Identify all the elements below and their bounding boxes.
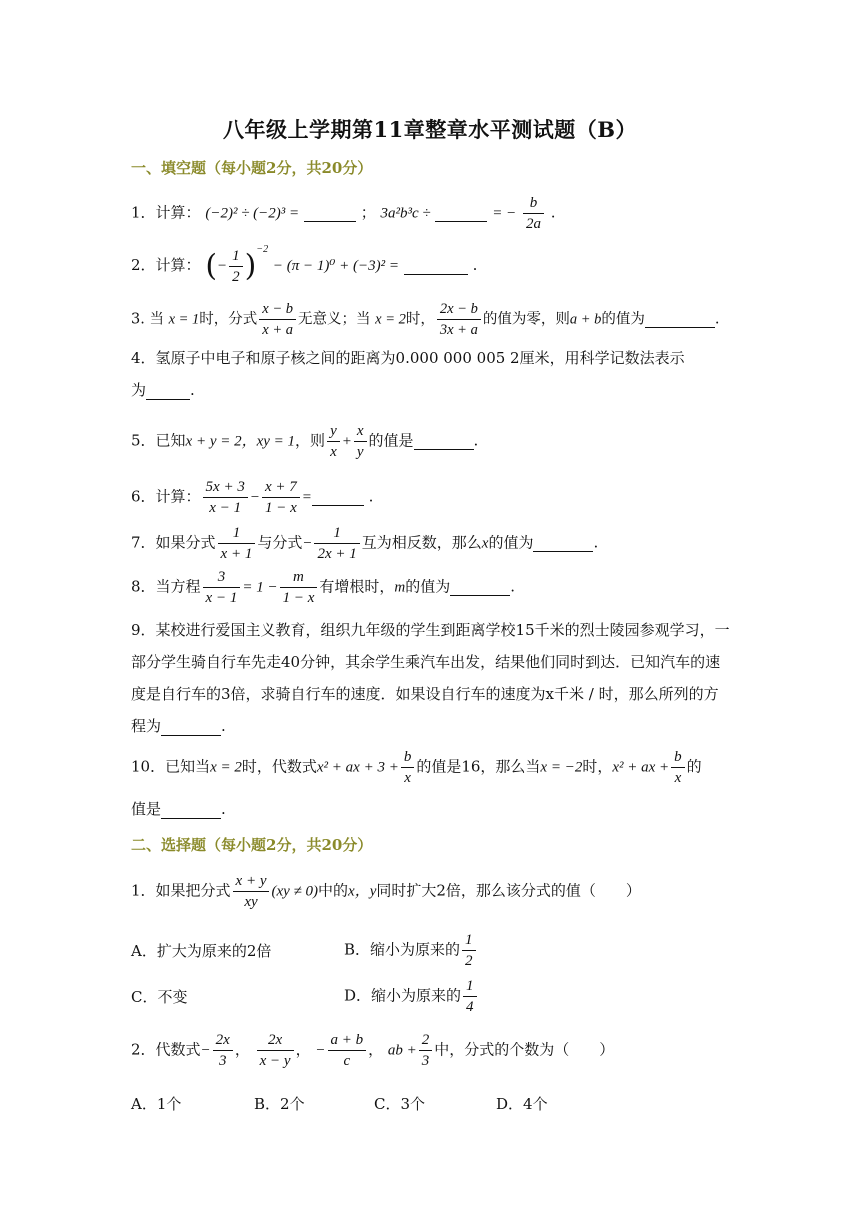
q10-cond1: x = 2	[210, 759, 242, 776]
q2-den: 2	[232, 268, 240, 285]
q8-blank[interactable]	[450, 579, 510, 596]
c1-option-b[interactable]	[344, 930, 478, 971]
c2-text1: 2．代数式	[131, 1040, 201, 1059]
q8-text3: 的值为	[405, 577, 451, 596]
q1-blank-1[interactable]	[304, 205, 356, 222]
q3-text3: 无意义；当	[298, 311, 371, 328]
question-4	[131, 342, 731, 406]
q4-line-2: 为	[131, 381, 147, 399]
q6-blank[interactable]	[312, 489, 364, 506]
q7-fraction-2	[314, 523, 359, 564]
q4-end: .	[190, 381, 195, 399]
q5-plus: +	[341, 433, 352, 450]
q4-line-1: 4．氢原子中电子和原子核之间的距离为0.000 000 005 2厘米，用科学记数法表示	[131, 349, 685, 367]
q1-expr1: (−2)² ÷ (−2)³ =	[205, 205, 300, 222]
c2-sep2: ，	[295, 1040, 311, 1059]
q9-line-4: 程为	[131, 717, 162, 735]
q9-line-1: 9．某校进行爱国主义教育，组织九年级的学生到距离学校15千米的烈士陵园参观学习，一	[131, 621, 730, 639]
q5-d1: x	[330, 444, 337, 460]
c2-n1: 2x	[213, 1030, 233, 1051]
c1-option-d-fraction	[463, 976, 477, 1017]
q10-text5: 的	[686, 757, 702, 776]
q9-line-2: 部分学生骑自行车先走40分钟，其余学生乘汽车出发，结果他们同时到达．已知汽车的速	[131, 653, 721, 671]
q9-line-3: 度是自行车的3倍，求骑自行车的速度．如果设自行车的速度为x千米 / 时，那么所列的方	[131, 685, 719, 703]
c2-option-a[interactable]: A．1个	[131, 1095, 182, 1113]
c1-dn: 1	[463, 976, 477, 997]
q10-d2: x	[674, 770, 682, 786]
q1-sep: ；	[360, 203, 376, 222]
q3-cond2: x = 2	[375, 311, 406, 328]
q2-fraction	[229, 246, 243, 287]
c2-minus1: −	[200, 1042, 211, 1059]
q10-n2: b	[671, 747, 685, 768]
choice-question-2	[131, 1030, 614, 1071]
q3-end: .	[714, 311, 720, 328]
q3-text2: 时，分式	[199, 311, 258, 328]
c2-text2: 中，分式的个数为（ ）	[434, 1040, 615, 1059]
q8-text1: 8．当方程	[131, 577, 201, 596]
q6-fraction-2	[262, 477, 300, 518]
c1-option-d-text: D．缩小为原来的	[344, 986, 462, 1005]
question-10-line-2	[131, 798, 226, 819]
q10-text3: 的值是16，那么当	[416, 757, 541, 776]
question-1	[131, 193, 556, 234]
question-6	[131, 477, 373, 518]
section-fill-in-header: 一、填空题（每小题2分，共20分）	[131, 159, 373, 177]
q5-blank[interactable]	[414, 433, 474, 450]
q10-expr2: x² + ax +	[612, 759, 670, 776]
c2-option-b[interactable]: B．2个	[254, 1095, 305, 1113]
q10-text4: 时，	[582, 757, 613, 776]
c2-fraction-2	[257, 1030, 294, 1071]
c1-dd: 4	[466, 999, 474, 1015]
c1-option-b-text: B．缩小为原来的	[344, 940, 461, 959]
q7-text2: 与分式	[257, 533, 303, 552]
q7-n2: 1	[314, 523, 359, 544]
q1-num: b	[523, 193, 544, 214]
c1-option-d[interactable]	[344, 976, 479, 1017]
c2-fraction-1	[213, 1030, 233, 1071]
question-7	[131, 523, 598, 564]
question-10	[131, 747, 702, 788]
q8-end: .	[510, 577, 516, 596]
q7-d1: x + 1	[220, 546, 253, 562]
q10-blank[interactable]	[161, 802, 221, 819]
q10-fraction-1	[401, 747, 415, 788]
q3-text5: 的值为零，则	[482, 311, 570, 328]
q10-end: .	[221, 800, 226, 818]
q1-end: .	[550, 203, 556, 222]
q1-eq: = −	[492, 205, 517, 222]
q6-minus: −	[249, 489, 260, 506]
q5-cond: x + y = 2，xy = 1	[185, 433, 296, 450]
c1-bn: 1	[462, 930, 476, 951]
q10-fraction-2	[671, 747, 685, 788]
c2-d3: c	[343, 1053, 351, 1069]
q3-blank[interactable]	[645, 311, 715, 328]
question-2	[131, 244, 477, 287]
c2-d1: 3	[219, 1053, 227, 1069]
section-choice-header: 二、选择题（每小题2分，共20分）	[131, 836, 373, 854]
q2-end: .	[472, 256, 478, 274]
q7-text3: 互为相反数，那么	[361, 533, 482, 552]
c2-n4: 2	[419, 1030, 433, 1051]
q6-eq: =	[301, 489, 312, 506]
c1-text1: 1．如果把分式	[131, 881, 231, 900]
q3-fraction-2	[437, 299, 481, 340]
q3-text4: 时，	[405, 311, 435, 328]
q3-fraction-1	[259, 299, 296, 340]
q6-end: .	[368, 487, 374, 506]
q6-d2: 1 − x	[264, 500, 297, 516]
question-3	[131, 299, 720, 340]
q5-text1: 5．已知	[131, 431, 186, 450]
q8-d2: 1 − x	[282, 590, 315, 606]
c2-fraction-4	[419, 1030, 433, 1071]
c2-fraction-3	[328, 1030, 367, 1071]
c1-text3: 同时扩大2倍，那么该分式的值（ ）	[376, 881, 641, 900]
c2-n2: 2x	[257, 1030, 294, 1051]
q3-cond1: x = 1	[168, 311, 200, 328]
q8-var: m	[394, 579, 406, 596]
q2-sign: −	[217, 258, 228, 274]
q6-d1: x − 1	[209, 500, 242, 516]
q6-n1: 5x + 3	[203, 477, 248, 498]
q6-n2: x + 7	[262, 477, 300, 498]
c2-option-c[interactable]: C．3个	[374, 1095, 426, 1113]
q8-fraction-1	[203, 567, 241, 608]
q5-text2: ，则	[295, 431, 326, 450]
q7-d2: 2x + 1	[317, 546, 357, 562]
q6-label: 6．计算：	[131, 487, 201, 506]
q10-d1: x	[404, 770, 411, 786]
q1-expr2: 3a²b³c ÷	[380, 205, 431, 222]
q2-exponent: −2	[256, 244, 269, 255]
c2-option-d[interactable]: D．4个	[496, 1095, 548, 1113]
q2-rest: − (π − 1)⁰ + (−3)² =	[272, 258, 400, 274]
q3-den1: x + a	[262, 322, 294, 338]
c1-option-a[interactable]: A．扩大为原来的2倍	[131, 942, 272, 960]
q9-blank[interactable]	[161, 719, 221, 736]
c1-fraction	[233, 871, 270, 912]
q1-den: 2a	[526, 216, 541, 232]
q3-text1: 3. 当	[131, 311, 164, 328]
q2-label: 2．计算：	[131, 256, 201, 274]
q3-num1: x − b	[259, 299, 296, 320]
q10-cond2: x = −2	[540, 759, 583, 776]
q8-n2: m	[280, 567, 318, 588]
c1-vars: x，y	[348, 883, 377, 900]
q3-num2: 2x − b	[437, 299, 481, 320]
q5-text3: 的值是	[368, 431, 414, 450]
q3-ab: a + b	[569, 311, 602, 328]
q5-fraction-2	[354, 421, 367, 462]
q7-var: x	[481, 535, 489, 552]
q7-n1: 1	[218, 523, 256, 544]
q3-text6: 的值为	[601, 311, 645, 328]
c2-sep1: ，	[234, 1040, 250, 1059]
q10-line2: 值是	[131, 800, 162, 818]
q8-n1: 3	[203, 567, 241, 588]
c1-den: xy	[244, 894, 258, 910]
q2-right-paren: )	[244, 248, 257, 284]
q8-fraction-2	[280, 567, 318, 608]
q1-fraction	[523, 193, 544, 234]
c2-d2: x − y	[259, 1053, 291, 1069]
q5-n2: x	[354, 421, 367, 442]
q10-text1: 10．已知当	[131, 757, 211, 776]
question-9	[131, 614, 731, 742]
q2-num: 1	[229, 246, 243, 267]
q7-text4: 的值为	[488, 533, 534, 552]
q10-text2: 时，代数式	[241, 757, 317, 776]
q10-n1: b	[401, 747, 415, 768]
c1-text2: 中的	[318, 881, 349, 900]
q2-left-paren: (	[205, 248, 218, 284]
q1-blank-2[interactable]	[435, 205, 487, 222]
choice-question-1	[131, 871, 641, 912]
q8-mid: = 1 −	[242, 579, 278, 596]
q7-blank[interactable]	[533, 535, 593, 552]
q1-label: 1．计算：	[131, 203, 201, 222]
c2-minus3: −	[315, 1042, 326, 1059]
q7-text1: 7．如果分式	[131, 533, 216, 552]
q4-blank[interactable]	[146, 383, 190, 400]
c1-bd: 2	[465, 953, 473, 969]
q7-fraction-1	[218, 523, 256, 564]
q3-den2: 3x + a	[439, 322, 478, 338]
q6-fraction-1	[203, 477, 248, 518]
c1-cond: (xy ≠ 0)	[271, 883, 319, 900]
c2-d4: 3	[421, 1053, 430, 1069]
q5-fraction-1	[327, 421, 340, 462]
q7-end: .	[593, 533, 599, 552]
q8-text2: 有增根时，	[319, 577, 395, 596]
c1-option-c[interactable]: C．不变	[131, 988, 188, 1006]
q5-end: .	[473, 431, 479, 450]
q5-n1: y	[327, 421, 340, 442]
question-5	[131, 421, 478, 462]
q10-expr1: x² + ax + 3 +	[316, 759, 399, 776]
c2-n3: a + b	[328, 1030, 367, 1051]
q8-d1: x − 1	[205, 590, 238, 606]
q2-blank[interactable]	[404, 258, 468, 275]
c1-option-b-fraction	[462, 930, 476, 971]
page-title: 八年级上学期第11章整章水平测试题（B）	[223, 117, 637, 142]
q7-minus: −	[302, 535, 313, 552]
q9-end: .	[221, 717, 226, 735]
q5-d2: y	[356, 444, 364, 460]
question-8	[131, 567, 515, 608]
c2-sep3: ，	[368, 1040, 384, 1059]
c1-num: x + y	[233, 871, 270, 892]
c2-e4: ab +	[387, 1042, 417, 1059]
